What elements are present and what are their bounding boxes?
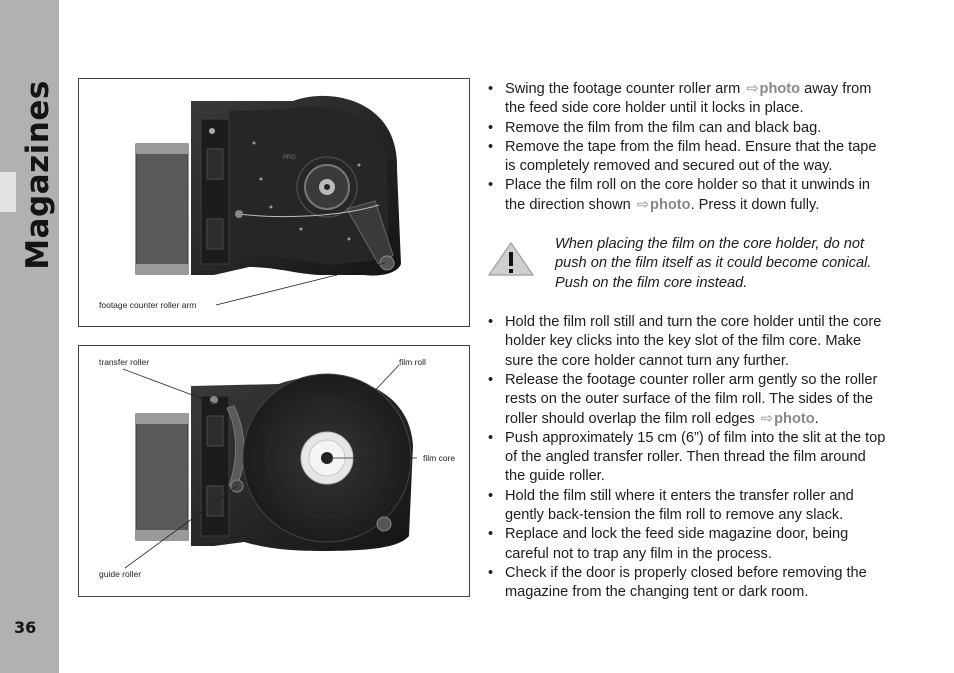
arrow-right-icon: ⇨ xyxy=(636,196,650,213)
warning-note xyxy=(487,235,887,295)
arrow-right-icon: ⇨ xyxy=(760,410,774,427)
list-item: • Remove the film from the film can and black bag. xyxy=(487,119,887,138)
figure-film-loaded xyxy=(78,345,470,597)
label-film-core: film core xyxy=(423,453,456,463)
warning-triangle-icon xyxy=(487,241,535,277)
photo-reference[interactable]: ⇨photo xyxy=(746,81,801,97)
photo-reference[interactable]: ⇨photo xyxy=(636,196,691,213)
photo-reference[interactable]: ⇨photo xyxy=(760,410,815,427)
instructions-list-1 xyxy=(487,80,887,215)
list-item: • Swing the footage counter roller arm ⇨photo away from the feed side core holder until it locks in place. xyxy=(487,80,887,119)
list-item: • Replace and lock the feed side magazine door, being careful not to trap any film in the process. xyxy=(487,525,887,564)
label-film-roll: film roll xyxy=(399,357,426,367)
engraving-text: PRD xyxy=(283,155,296,161)
instruction-text xyxy=(487,80,887,603)
section-title: Magazines xyxy=(20,80,56,270)
list-item: • Place the film roll on the core holder so that it unwinds in the direction shown ⇨photo. Press it down fully. xyxy=(487,176,887,215)
magazine-photo-loaded xyxy=(79,346,469,596)
list-item: • Release the footage counter roller arm gently so the roller rests on the outer surface of the film roll. The sides of the roller should overlap the film roll edges ⇨photo. xyxy=(487,371,887,429)
arrow-right-icon: ⇨ xyxy=(746,81,759,97)
list-item: • Hold the film roll still and turn the core holder until the core holder key clicks into the key slot of the film core. Make sure the core holder cannot turn any further. xyxy=(487,313,887,371)
list-item: • Check if the door is properly closed before removing the magazine from the changing tent or dark room. xyxy=(487,564,887,603)
instructions-list-2 xyxy=(487,313,887,602)
figure-roller-arm xyxy=(78,78,470,327)
sidebar-tab-marker xyxy=(0,172,16,212)
list-item: • Remove the tape from the film head. Ensure that the tape is completely removed and secured out of the way. xyxy=(487,138,887,177)
label-transfer-roller: transfer roller xyxy=(99,357,150,367)
label-guide-roller: guide roller xyxy=(99,569,142,579)
warning-text: When placing the film on the core holder, do not push on the film itself as it could become conical. Push on the film core instead. xyxy=(555,236,872,291)
sidebar xyxy=(0,0,59,673)
list-item: • Hold the film still where it enters the transfer roller and gently back-tension the film roll to remove any slack. xyxy=(487,487,887,526)
list-item: • Push approximately 15 cm (6”) of film into the slit at the top of the angled transfer roller. Then thread the film around the guide roller. xyxy=(487,429,887,487)
magazine-photo-open xyxy=(79,79,469,326)
page-number: 36 xyxy=(14,618,37,637)
label-footage-counter-roller-arm: footage counter roller arm xyxy=(99,300,197,310)
